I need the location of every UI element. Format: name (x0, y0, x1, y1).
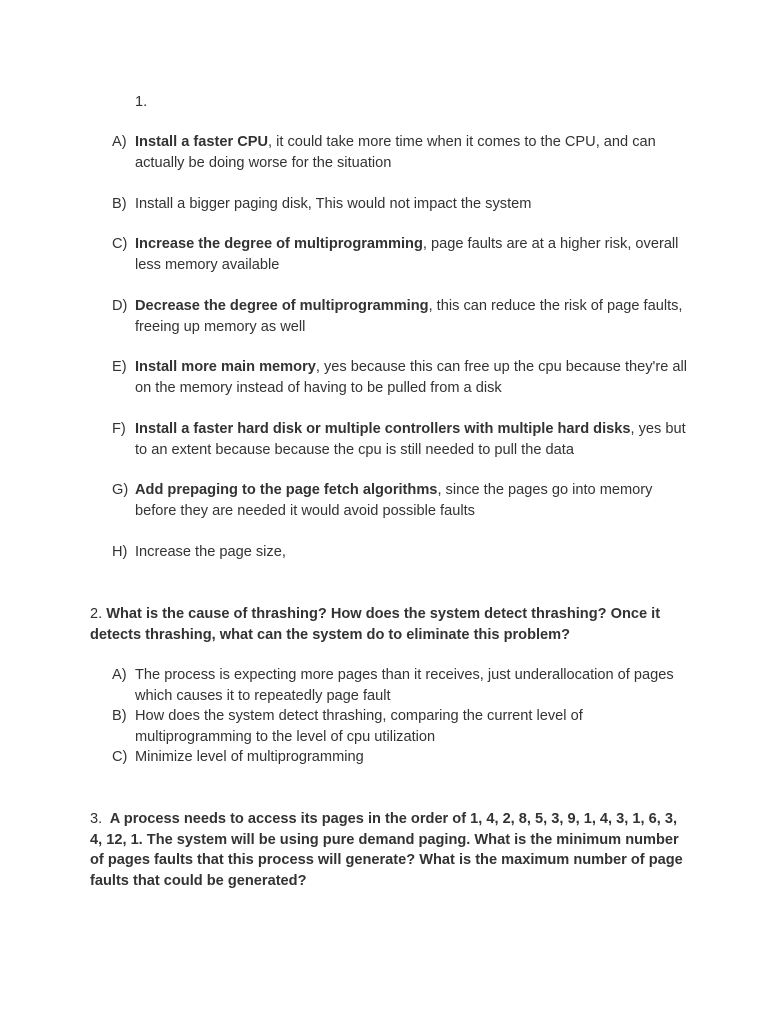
answer-letter: C) (112, 749, 128, 765)
answer-text (135, 296, 692, 337)
answer-rest: , yes but to an extent because because the cpu is still needed to pull the data (135, 421, 686, 458)
question-3-text: A process needs to access its pages in the order of 1, 4, 2, 8, 5, 3, 9, 1, 4, 3, 1, 6, 3, 4, 12, 1. The system will be using pure demand paging. What is the minimum number of pages faults that this process will generate? What is the maximum number of page faults that could be generated? (90, 811, 683, 889)
answer-bold: Install a faster hard disk or multiple controllers with multiple hard disks (135, 421, 631, 437)
answer-text (135, 357, 692, 398)
answer-text: The process is expecting more pages than it receives, just underallocation of pages which causes it to repeatedly page fault (135, 667, 674, 704)
answer-letter: B) (112, 708, 127, 724)
answer-text (135, 480, 692, 521)
answer-letter: D) (112, 298, 128, 314)
answer-text (135, 132, 692, 173)
answer-letter: F) (112, 421, 126, 437)
answer-item-f (112, 419, 692, 460)
answer-text (135, 194, 692, 215)
answer-rest: Install a bigger paging disk, This would not impact the system (135, 196, 532, 212)
answer-rest: , it could take more time when it comes to the CPU, and can actually be doing worse for the situation (135, 134, 656, 171)
answer-text: Minimize level of multiprogramming (135, 749, 364, 765)
answer-text (135, 419, 692, 460)
question-3-prompt (90, 809, 690, 891)
q2-answer-item-b (112, 706, 692, 747)
question-2-prompt (90, 604, 690, 645)
answer-text: How does the system detect thrashing, comparing the current level of multiprogramming to the level of cpu utilization (135, 708, 583, 745)
answer-rest: , this can reduce the risk of page faults, freeing up memory as well (135, 298, 683, 335)
answer-text (135, 234, 692, 275)
q2-answer-item-c (112, 747, 692, 768)
answer-letter: A) (112, 134, 127, 150)
answer-letter: E) (112, 359, 127, 375)
answer-bold: Install more main memory (135, 359, 316, 375)
answer-item-d (112, 296, 692, 337)
question-3-number: 3. (90, 811, 103, 827)
question-2-text: What is the cause of thrashing? How does the system detect thrashing? Once it detects thrashing, what can the system do to eliminate this problem? (90, 606, 661, 643)
answer-letter: H) (112, 544, 128, 560)
answer-item-a (112, 132, 692, 173)
answer-bold: Install a faster CPU (135, 134, 269, 150)
question-1-number: 1. (135, 94, 148, 110)
answer-rest: Increase the page size, (135, 544, 286, 560)
answer-bold: Add prepaging to the page fetch algorithms (135, 482, 438, 498)
answer-letter: B) (112, 196, 127, 212)
answer-bold: Increase the degree of multiprogramming (135, 236, 423, 252)
answer-bold: Decrease the degree of multiprogramming (135, 298, 429, 314)
answer-item-b (112, 194, 692, 215)
answer-rest: , yes because this can free up the cpu because they're all on the memory instead of having to be pulled from a disk (135, 359, 687, 396)
answer-letter: C) (112, 236, 128, 252)
answer-text (135, 542, 692, 563)
q2-answer-item-a (112, 665, 692, 706)
answer-item-e (112, 357, 692, 398)
answer-rest: , page faults are at a higher risk, overall less memory available (135, 236, 679, 273)
answer-letter: G) (112, 482, 129, 498)
question-2-number: 2. (90, 606, 103, 622)
answer-letter: A) (112, 667, 127, 683)
answer-item-g (112, 480, 692, 521)
answer-item-c (112, 234, 692, 275)
answer-item-h (112, 542, 692, 563)
answer-rest: , since the pages go into memory before they are needed it would avoid possible faults (135, 482, 653, 519)
